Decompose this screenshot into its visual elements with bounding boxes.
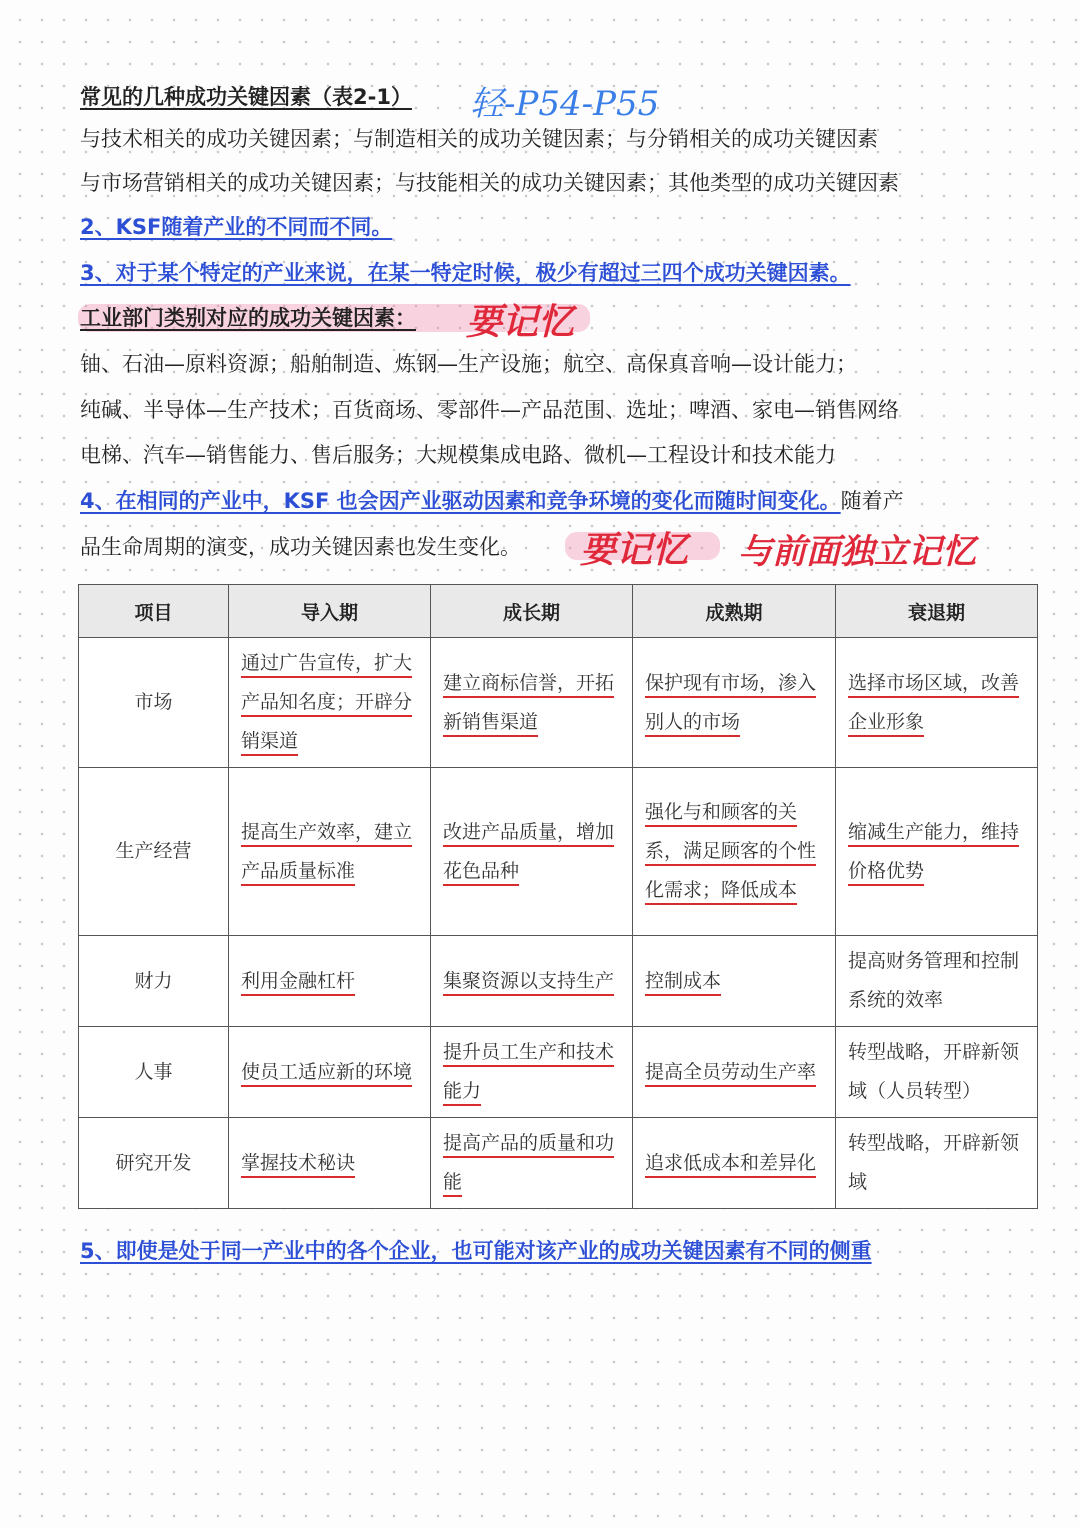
table-row: [79, 638, 1038, 768]
table-cell: 缩减生产能力，维持价格优势: [836, 768, 1038, 936]
industry-line-2: 纯碱、半导体—生产技术；百货商场、零部件—产品范围、选址；啤酒、家电—销售网络: [80, 398, 899, 422]
table-cell: 提升员工生产和技术能力: [431, 1027, 633, 1118]
heading-industry-factors: 工业部门类别对应的成功关键因素：: [80, 306, 416, 330]
table-cell: 选择市场区域，改善企业形象: [836, 638, 1038, 768]
row-label: 研究开发: [79, 1118, 229, 1209]
table-cell: 提高全员劳动生产率: [633, 1027, 836, 1118]
point-2: 2、KSF随着产业的不同而不同。: [80, 215, 393, 239]
header-growth: 成长期: [431, 585, 633, 638]
header-introduction: 导入期: [229, 585, 431, 638]
handwritten-note: 与前面独立记忆: [738, 532, 976, 572]
table-row: [79, 936, 1038, 1027]
handwritten-page-reference: 轻-P54-P55: [470, 84, 660, 124]
table-cell: 追求低成本和差异化: [633, 1118, 836, 1209]
table-cell: 利用金融杠杆: [229, 936, 431, 1027]
point-4-tail: 随着产: [840, 489, 904, 513]
industry-line-3: 电梯、汽车—销售能力、售后服务；大规模集成电路、微机—工程设计和技术能力: [80, 443, 836, 467]
header-decline: 衰退期: [836, 585, 1038, 638]
table-cell: 保护现有市场，渗入别人的市场: [633, 638, 836, 768]
point-5: 5、即使是处于同一产业中的各个企业，也可能对该产业的成功关键因素有不同的侧重: [80, 1239, 872, 1263]
factors-line-1: 与技术相关的成功关键因素；与制造相关的成功关键因素；与分销相关的成功关键因素: [80, 127, 878, 151]
point-3: 3、对于某个特定的产业来说，在某一特定时候，极少有超过三四个成功关键因素。: [80, 261, 851, 285]
lifecycle-table: [78, 584, 1038, 1209]
row-label: 财力: [79, 936, 229, 1027]
table-cell: 提高生产效率，建立产品质量标准: [229, 768, 431, 936]
table-cell: 集聚资源以支持生产: [431, 936, 633, 1027]
table-cell: 提高财务管理和控制系统的效率: [836, 936, 1038, 1027]
handwritten-memo: 要记忆: [466, 301, 575, 343]
point-4-continued: 品生命周期的演变，成功关键因素也发生变化。: [80, 535, 521, 559]
handwritten-memo-2: 要记忆: [580, 529, 689, 571]
industry-line-1: 铀、石油—原料资源；船舶制造、炼钢—生产设施；航空、高保真音响—设计能力；: [80, 352, 857, 376]
table-cell: 提高产品的质量和功能: [431, 1118, 633, 1209]
point-4: [80, 486, 904, 516]
table-header-row: [79, 585, 1038, 638]
factors-line-2: 与市场营销相关的成功关键因素；与技能相关的成功关键因素；其他类型的成功关键因素: [80, 171, 899, 195]
point-4-emphasis: 4、在相同的产业中，KSF 也会因产业驱动因素和竞争环境的变化而随时间变化。: [80, 489, 841, 513]
table-cell: 通过广告宣传，扩大产品知名度；开辟分销渠道: [229, 638, 431, 768]
table-cell: 转型战略，开辟新领域: [836, 1118, 1038, 1209]
heading-common-factors: 常见的几种成功关键因素（表2-1）: [80, 85, 412, 109]
table-row: [79, 1027, 1038, 1118]
table-cell: 建立商标信誉，开拓新销售渠道: [431, 638, 633, 768]
row-label: 人事: [79, 1027, 229, 1118]
table-row: [79, 1118, 1038, 1209]
table-cell: 使员工适应新的环境: [229, 1027, 431, 1118]
table-cell: 转型战略，开辟新领域（人员转型）: [836, 1027, 1038, 1118]
table-cell: 掌握技术秘诀: [229, 1118, 431, 1209]
header-item: 项目: [79, 585, 229, 638]
row-label: 市场: [79, 638, 229, 768]
row-label: 生产经营: [79, 768, 229, 936]
table-row: [79, 768, 1038, 936]
table-cell: 改进产品质量，增加花色品种: [431, 768, 633, 936]
table-cell: 强化与和顾客的关系，满足顾客的个性化需求；降低成本: [633, 768, 836, 936]
table-cell: 控制成本: [633, 936, 836, 1027]
header-maturity: 成熟期: [633, 585, 836, 638]
